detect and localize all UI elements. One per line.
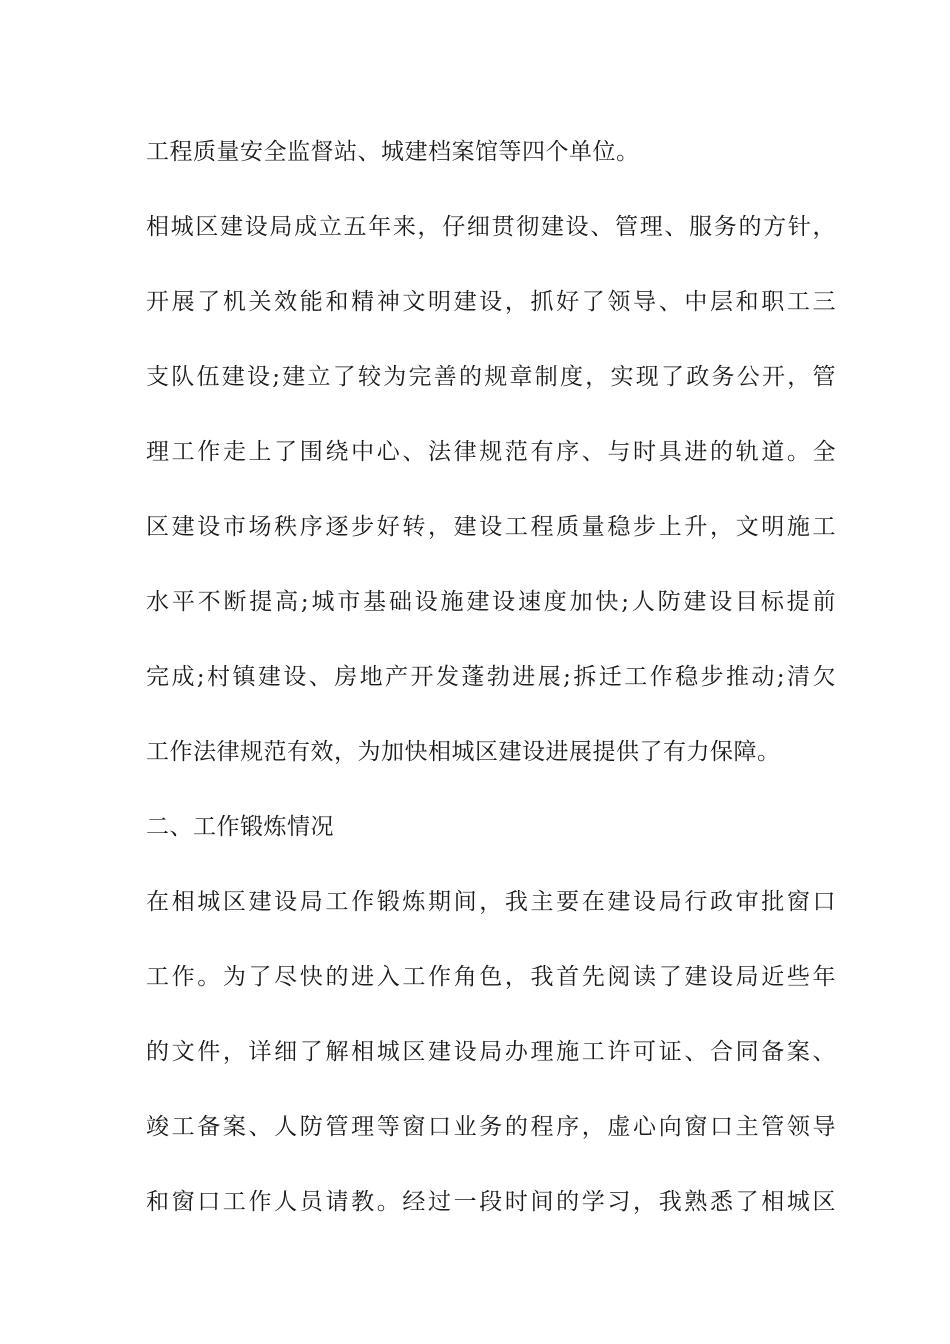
paragraph-line: 工程质量安全监督站、城建档案馆等四个单位。	[146, 139, 640, 165]
paragraph-line: 在相城区建设局工作锻炼期间，我主要在建设局行政审批窗口	[146, 889, 836, 915]
paragraph-line: 竣工备案、人防管理等窗口业务的程序，虚心向窗口主管领导	[146, 1114, 836, 1140]
paragraph-line: 理工作走上了围绕中心、法律规范有序、与时具进的轨道。全	[146, 439, 836, 465]
paragraph-line: 区建设市场秩序逐步好转，建设工程质量稳步上升，文明施工	[146, 514, 836, 540]
paragraph-line: 工作。为了尽快的进入工作角色，我首先阅读了建设局近些年	[146, 964, 836, 990]
paragraph-line: 支队伍建设;建立了较为完善的规章制度，实现了政务公开，管	[146, 364, 836, 390]
paragraph-line: 水平不断提高;城市基础设施建设速度加快;人防建设目标提前	[146, 589, 836, 615]
paragraph-line: 的文件，详细了解相城区建设局办理施工许可证、合同备案、	[146, 1039, 836, 1065]
paragraph-line: 相城区建设局成立五年来，仔细贯彻建设、管理、服务的方针，	[146, 214, 836, 240]
paragraph-line: 完成;村镇建设、房地产开发蓬勃进展;拆迁工作稳步推动;清欠	[146, 664, 836, 690]
paragraph-line: 工作法律规范有效，为加快相城区建设进展提供了有力保障。	[146, 739, 781, 765]
paragraph-line: 和窗口工作人员请教。经过一段时间的学习，我熟悉了相城区	[146, 1189, 836, 1215]
section-heading: 二、工作锻炼情况	[146, 814, 334, 840]
paragraph-line: 开展了机关效能和精神文明建设，抓好了领导、中层和职工三	[146, 289, 836, 315]
